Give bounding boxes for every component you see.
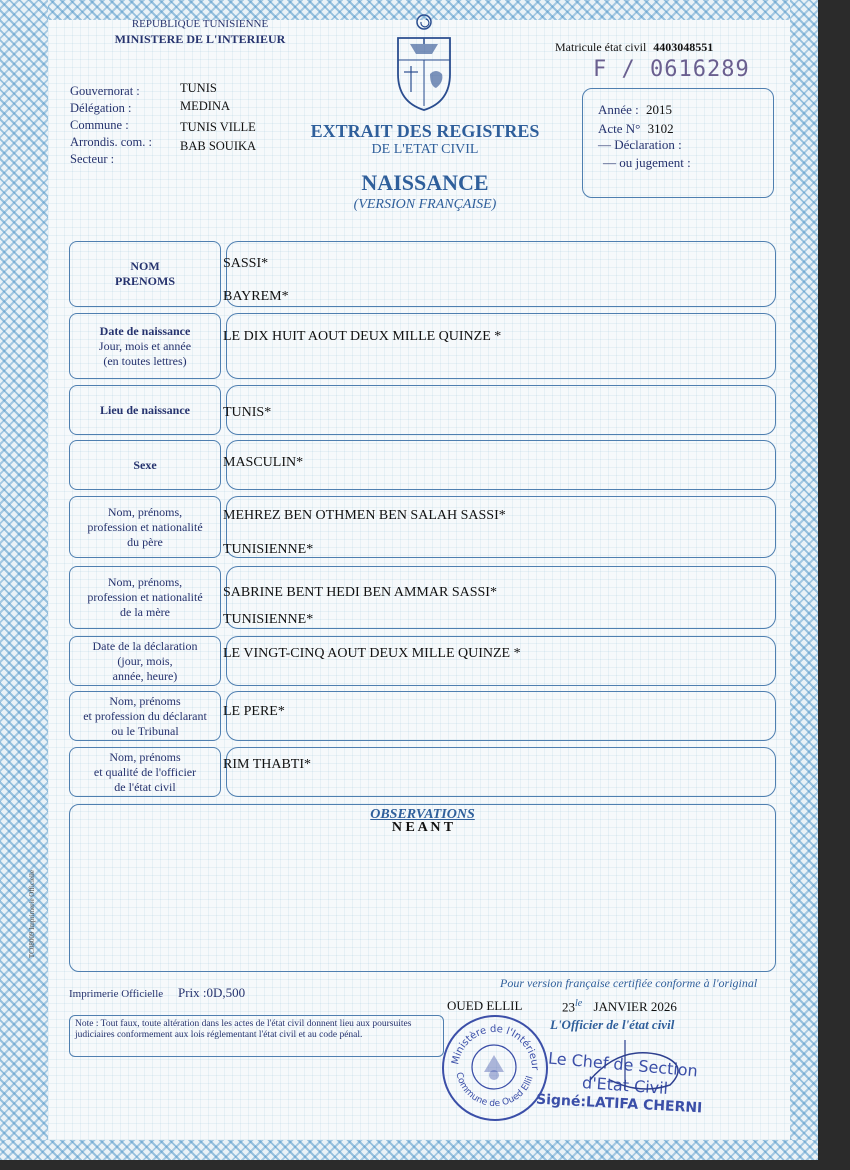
matricule-label: Matricule état civil [555, 40, 647, 54]
pere-nationality-value: TUNISIENNE* [223, 542, 314, 557]
row-nom-prenoms [69, 241, 775, 307]
serial-number: F / 0616289 [593, 57, 750, 82]
row-value-box [226, 691, 776, 741]
sexe-label: Sexe [133, 457, 157, 472]
certified-text: Pour version française certifiée conforme à l'original [500, 976, 758, 990]
date-declaration-value: LE VINGT-CINQ AOUT DEUX MILLE QUINZE * [223, 646, 521, 661]
stamp-text-ring [444, 1017, 545, 1118]
svg-text:Commune de Oued Ellil: Commune de Oued Ellil [453, 1071, 536, 1110]
guilloche-border-right [790, 0, 818, 1160]
row-value-box [226, 385, 776, 435]
gouvernorat-value: TUNIS [180, 81, 217, 95]
date-naissance-label-group [99, 324, 191, 369]
date-declaration-label: Date de la déclaration (jour, mois, année, heure) [92, 638, 198, 683]
annee-row [598, 102, 672, 118]
declaration-label: — Déclaration : [598, 137, 682, 152]
lieu-naissance-value: TUNIS* [223, 405, 272, 420]
secteur-label: Secteur : [70, 152, 115, 166]
legal-note: Note : Tout faux, toute altération dans les actes de l'état civil donnent lieu aux poursuites judiciaires conformement aux lois réglementant l'état civil et au code pénal. [75, 1019, 412, 1040]
row-label [69, 691, 221, 741]
acte-value: 3102 [647, 121, 674, 136]
nom-value: SASSI* [223, 256, 269, 271]
mere-name-value: SABRINE BENT HEDI BEN AMMAR SASSI* [223, 585, 497, 600]
row-label [69, 496, 221, 558]
row-label [69, 385, 221, 435]
document-version: (VERSION FRANÇAISE) [353, 197, 497, 212]
row-label [69, 566, 221, 629]
signature-line1: Le Chef de Section [547, 1048, 699, 1081]
officier-label: Nom, prénoms et qualité de l'officier de l'état civil [93, 749, 197, 794]
legal-note-box [69, 1015, 444, 1057]
lieu-naissance-label: Lieu de naissance [99, 402, 190, 417]
ministry-label: MINISTERE DE L'INTERIEUR [114, 32, 286, 46]
handwritten-signature-icon [570, 1040, 710, 1100]
date-group [562, 998, 677, 1015]
delegation-value: MEDINA [180, 99, 230, 113]
date-naissance-label: Date de naissance [99, 323, 191, 338]
row-pere [69, 496, 775, 558]
commune-value: TUNIS VILLE [180, 120, 256, 134]
prenom-value: BAYREM* [223, 289, 289, 304]
imprimerie-label: Imprimerie Officielle [69, 988, 164, 1000]
observations-title: OBSERVATIONS [370, 807, 475, 822]
gouvernorat-label: Gouvernorat : [70, 84, 140, 98]
row-label [69, 241, 221, 307]
date-naissance-sublabel: Jour, mois et année (en toutes lettres) [98, 338, 192, 368]
official-stamp [442, 1015, 548, 1121]
jugement-label: — ou jugement : [603, 155, 691, 170]
row-value-box [226, 440, 776, 490]
declarant-value: LE PERE* [223, 704, 285, 719]
row-label [69, 747, 221, 797]
commune-label: Commune : [70, 118, 129, 132]
annee-label: Année : [598, 102, 639, 117]
pere-name-value: MEHREZ BEN OTHMEN BEN SALAH SASSI* [223, 508, 506, 523]
row-officier [69, 747, 775, 797]
arrondissement-label: Arrondis. com. : [70, 135, 152, 149]
row-value-box [226, 241, 776, 307]
row-label [69, 440, 221, 490]
acte-label: Acte N° [598, 121, 641, 136]
nom-prenoms-label: NOM PRENOMS [115, 259, 175, 288]
row-label [69, 636, 221, 686]
prix-label: Prix :0D,500 [178, 985, 246, 1000]
svg-text:Ministère de l'Intérieur: Ministère de l'Intérieur [450, 1023, 541, 1071]
guilloche-border-left [0, 0, 48, 1160]
republic-label: REPUBLIQUE TUNISIENNE [131, 18, 269, 30]
document-subtitle: DE L'ETAT CIVIL [371, 142, 479, 157]
guilloche-border-bottom [0, 1140, 818, 1160]
acte-row [598, 121, 674, 137]
declarant-label: Nom, prénoms et profession du déclarant ou le Tribunal [83, 693, 207, 738]
arrondissement-value: BAB SOUIKA [180, 139, 257, 153]
month-year-value: JANVIER 2026 [593, 999, 677, 1015]
place-value: OUED ELLIL [447, 998, 523, 1013]
matricule-value: 4403048551 [653, 40, 714, 54]
observations-value: N E A N T [391, 820, 454, 835]
document-title: EXTRAIT DES REGISTRES [310, 121, 540, 141]
row-date-naissance [69, 313, 775, 379]
delegation-label: Délégation : [70, 101, 132, 115]
tunisia-coat-of-arms-icon [392, 12, 456, 114]
document-type: NAISSANCE [361, 170, 489, 195]
sexe-value: MASCULIN* [223, 455, 304, 470]
matricule [555, 40, 713, 55]
row-value-box [226, 313, 776, 379]
day-value: 23 [562, 999, 575, 1015]
officer-title: L'Officier de l'état civil [550, 1017, 675, 1032]
row-date-declaration [69, 636, 775, 686]
pere-label: Nom, prénoms, profession et nationalité du père [87, 504, 203, 549]
row-declarant [69, 691, 775, 741]
signature-line2: d'Etat Civil [581, 1073, 669, 1098]
mere-label: Nom, prénoms, profession et nationalité de la mère [87, 575, 203, 619]
row-mere [69, 566, 775, 629]
print-reference: TC08009 Imprimerie Officielle [28, 870, 36, 959]
row-label [69, 313, 221, 379]
acte-info-box [582, 88, 774, 198]
row-sexe [69, 440, 775, 490]
annee-value: 2015 [646, 102, 673, 117]
row-lieu-naissance [69, 385, 775, 435]
day-suffix: le [575, 998, 583, 1009]
signature-line3: Signé:LATIFA CHERNI [535, 1091, 703, 1117]
officier-value: RIM THABTI* [223, 757, 312, 772]
mere-nationality-value: TUNISIENNE* [223, 612, 314, 627]
date-naissance-value: LE DIX HUIT AOUT DEUX MILLE QUINZE * [223, 329, 502, 344]
